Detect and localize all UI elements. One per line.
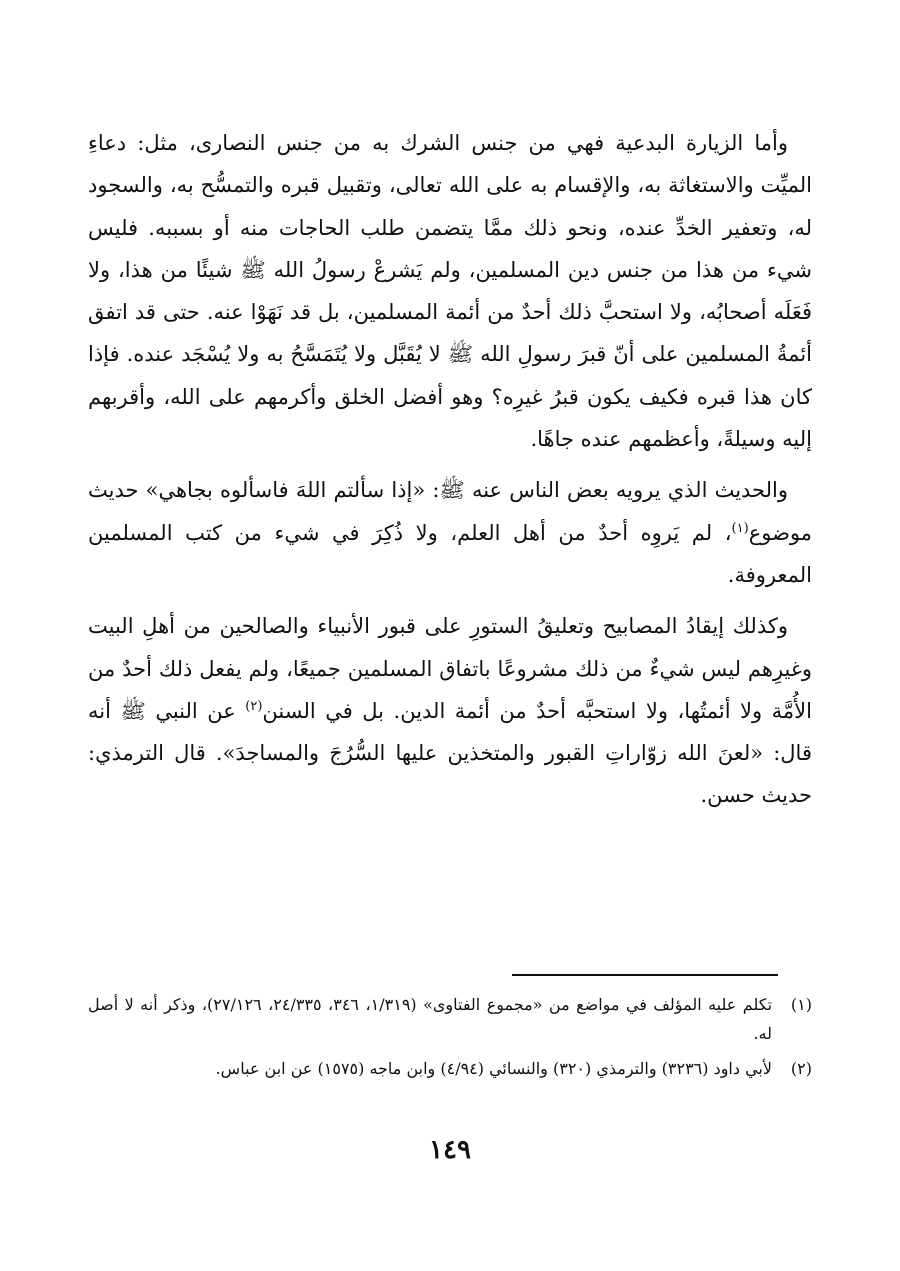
footnote-number: (١) [790,995,812,1014]
footnote-text: تكلم عليه المؤلف في مواضع من «مجموع الفتاوى» (١/٣١٩، ٣٤٦، ٢٤/٣٣٥، ٢٧/١٢٦)، وذكر أنه لا أصل له. [88,995,773,1043]
footnote-text: لأبي داود (٣٢٣٦) والترمذي (٣٢٠) والنسائي (٤/٩٤) وابن ماجه (١٥٧٥) عن ابن عباس. [215,1059,772,1078]
footnote-ref-2[interactable]: (٢) [245,698,263,714]
footnotes [88,990,812,1089]
paragraph-masabih [88,605,812,816]
paragraph-ziyara-bidiyya [88,122,812,460]
footnote-1 [88,990,812,1048]
footnote-ref-1[interactable]: (١) [731,520,749,536]
paragraph-text: وكذلك إيقادُ المصابيح وتعليقُ الستورِ على قبور الأنبياء والصالحين من أهلِ البيت وغيرِهم ليس شيءٌ من ذلك مشروعًا باتفاق المسلمين جميعًا، ولم يفعل ذلك أحدٌ من الأُمَّة ولا أئمتُها، ولا استحبَّه أحدٌ من أئمة الدين. بل في السنن [88,614,812,723]
page-number: ١٤٩ [429,1135,471,1165]
paragraph-text: والحديث الذي يرويه بعض الناس عنه ﷺ: «إذا سألتم اللهَ فاسألوه بجاهي» حديث موضوع [88,478,812,545]
paragraph-text: عن النبي ﷺ أنه قال: «لعنَ الله زوّاراتِ القبور والمتخذين عليها السُّرُجَ والمساجدَ». قال الترمذي: حديث حسن. [88,698,812,808]
paragraph-hadith-jah [88,469,812,596]
footnote-divider [512,974,778,976]
footnote-2 [88,1054,812,1083]
footnote-number: (٢) [790,1059,812,1078]
paragraph-text: ، لم يَروِه أحدٌ من أهل العلم، ولا ذُكِرَ في شيء من كتب المسلمين المعروفة. [88,520,812,587]
main-text [88,122,812,826]
paragraph-text: وأما الزيارة البدعية فهي من جنس الشرك به من جنس النصارى، مثل: دعاءِ الميِّت والاستغاثة به، والإقسام به على الله تعالى، وتقبيل قبره والتمسُّح به، والسجود له، وتعفير الخدِّ عنده، ونحو ذلك ممَّا يتضمن طلب الحاجات منه أو بسببه. فليس شيء من هذا من جنس دين المسلمين، ولم يَشرعْ رسولُ الله ﷺ شيئًا من هذا، ولا فَعَلَه أصحابُه، ولا استحبَّ ذلك أحدٌ من أئمة المسلمين، بل قد نَهَوْا عنه. حتى قد اتفق أئمةُ المسلمين على أنّ قبرَ رسولِ الله ﷺ لا يُقَبَّل ولا يُتَمَسَّحُ به ولا يُسْجَد عنده. فإذا كان هذا قبره فكيف يكون قبرُ غيرِه؟ وهو أفضل الخلق وأكرمهم على الله، وأقربهم إليه وسيلةً، وأعظمهم عنده جاهًا. [88,131,813,452]
